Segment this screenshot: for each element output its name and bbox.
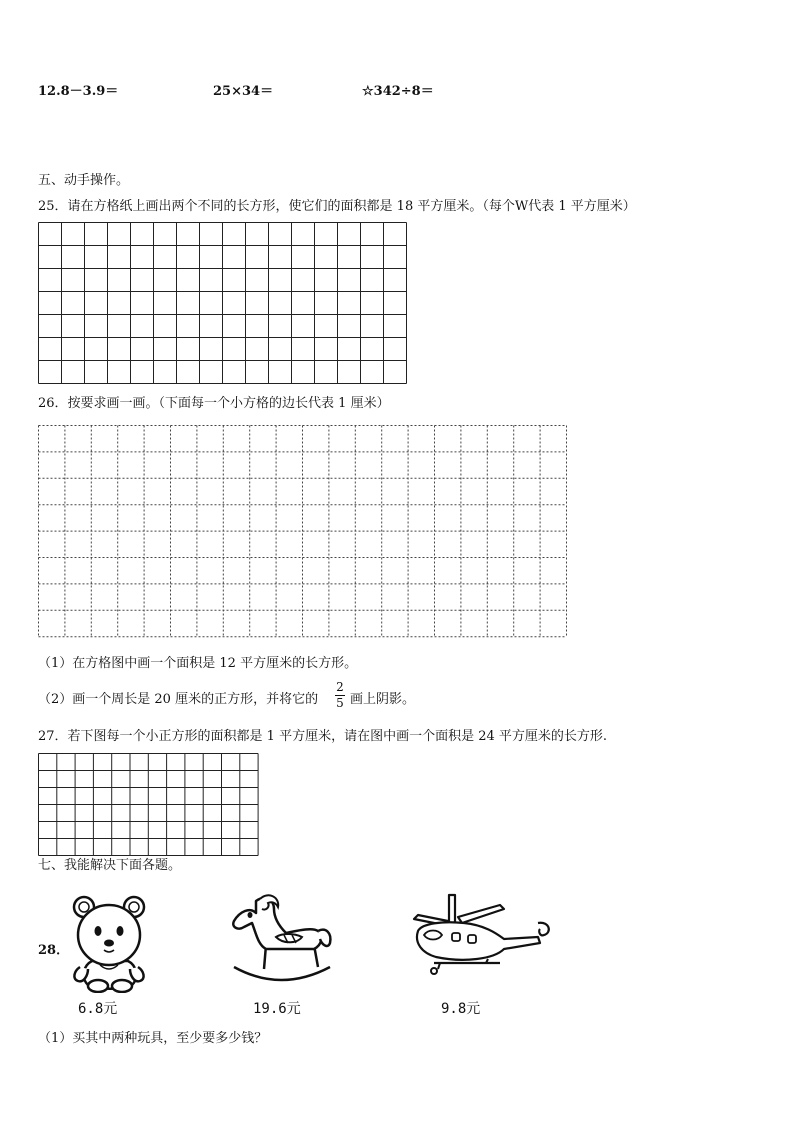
fraction-two-fifths xyxy=(334,681,346,710)
teddy-bear-icon xyxy=(66,893,154,993)
section-5-heading: 五、动手操作。 xyxy=(38,173,130,188)
calc-expression-2: 25×34＝ xyxy=(213,84,274,99)
q26-dotted-grid[interactable] xyxy=(38,425,570,639)
q27-square-grid[interactable] xyxy=(38,753,260,857)
section-7-heading: 七、我能解决下面各题。 xyxy=(38,858,182,873)
question-26-text: 26．按要求画一画。（下面每一个小方格的边长代表 1 厘米） xyxy=(38,396,390,411)
fraction-numerator: 2 xyxy=(336,680,344,694)
question-27-text: 27．若下图每一个小正方形的面积都是 1 平方厘米，请在图中画一个面积是 24 平方厘米的长方形. xyxy=(38,729,608,744)
calc-expression-1: 12.8－3.9＝ xyxy=(38,84,119,99)
rocking-horse-icon xyxy=(226,893,336,989)
rocking-horse-price: 19.6元 xyxy=(253,1001,301,1017)
fraction-denominator: 5 xyxy=(336,696,344,710)
question-26-part-1: （1）在方格图中画一个面积是 12 平方厘米的长方形。 xyxy=(38,656,358,671)
helicopter-price: 9.8元 xyxy=(441,1001,481,1017)
helicopter-icon xyxy=(404,893,556,979)
teddy-bear-price: 6.8元 xyxy=(78,1001,118,1017)
question-28-number: 28． xyxy=(38,943,70,958)
q25-square-grid[interactable] xyxy=(38,222,410,386)
question-25-text: 25．请在方格纸上画出两个不同的长方形，使它们的面积都是 18 平方厘米。（每个W代表 1 平方厘米） xyxy=(38,199,636,214)
calc-expression-3: ☆342÷8＝ xyxy=(362,84,434,99)
question-26-part-2-after: 画上阴影。 xyxy=(350,692,416,707)
question-26-part-2-before: （2）画一个周长是 20 厘米的正方形，并将它的 xyxy=(38,692,319,707)
question-28-part-1: （1）买其中两种玩具，至少要多少钱？ xyxy=(38,1031,268,1046)
